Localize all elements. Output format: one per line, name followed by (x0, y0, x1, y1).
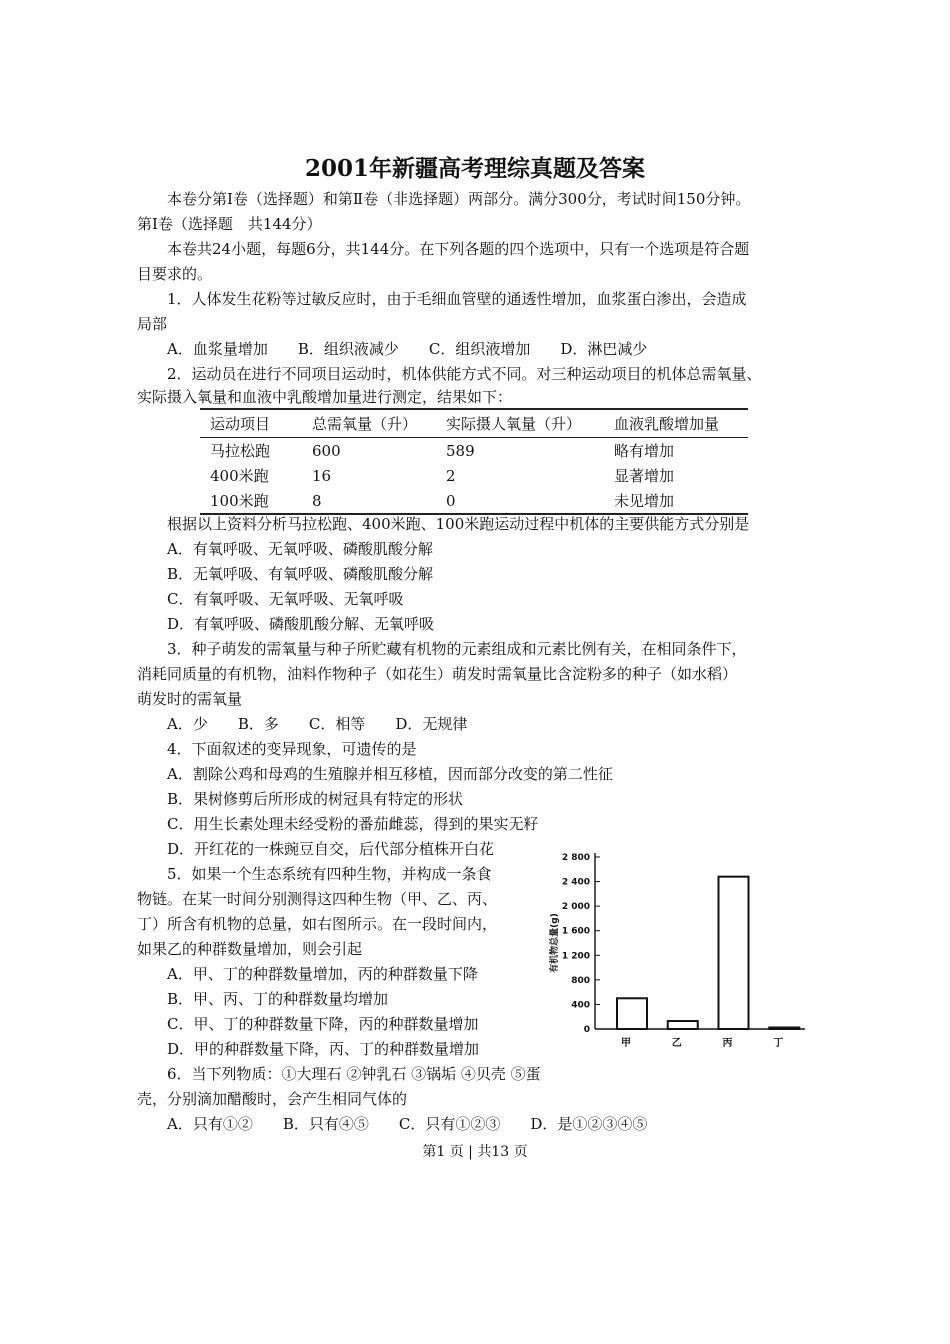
x-tick-label: 丙 (722, 1038, 733, 1049)
table-cell: 未见增加 (604, 488, 748, 514)
y-tick-label: 800 (571, 975, 590, 986)
question-1-stem: 1．人体发生花粉等过敏反应时，由于毛细血管壁的通透性增加，血浆蛋白渗出，会造成 (167, 290, 747, 308)
y-tick-label: 1 600 (561, 926, 590, 937)
page-footer: 第1 页 | 共13 页 (422, 1144, 528, 1160)
instructions-line: 本卷共24小题，每题6分，共144分。在下列各题的四个选项中，只有一个选项是符合题 (167, 240, 750, 258)
table-header-cell: 总需氧量（升） (302, 409, 436, 438)
y-tick-label: 2 800 (561, 853, 590, 863)
table-cell: 8 (302, 488, 436, 514)
table-header-cell: 实际摄人氧量（升） (436, 409, 604, 438)
question-2-option: A．有氧呼吸、无氧呼吸、磷酸肌酸分解 (167, 540, 433, 558)
table-header-cell: 血液乳酸增加量 (604, 409, 748, 438)
table-row (200, 488, 748, 514)
question-6-options: A．只有①② B．只有④⑤ C．只有①②③ D．是①②③④⑤ (167, 1115, 648, 1133)
table-cell: 马拉松跑 (210, 442, 271, 460)
section-heading: 第Ⅰ卷（选择题 共144分） (137, 215, 322, 233)
page-title: 2001年新疆高考理综真题及答案 (304, 155, 645, 182)
table-header-row (200, 409, 748, 438)
y-tick-label: 0 (583, 1025, 590, 1035)
table-cell: 100米跑 (200, 488, 302, 514)
question-5-stem: 5．如果一个生态系统有四种生物，并构成一条食 (167, 865, 492, 883)
bar (769, 1028, 799, 1030)
intro-line: 本卷分第Ⅰ卷（选择题）和第Ⅱ卷（非选择题）两部分。满分300分，考试时间150分钟。 (167, 190, 751, 208)
y-tick-label: 400 (571, 1000, 590, 1011)
x-tick-label: 甲 (621, 1038, 631, 1049)
question-1-options: A．血浆量增加 B．组织液减少 C．组织液增加 D．淋巴减少 (167, 340, 648, 358)
y-axis-label: 有机物总量(g) (550, 913, 560, 973)
question-4-option: D．开红花的一株豌豆自交，后代部分植株开白花 (167, 840, 495, 858)
bar (719, 877, 749, 1029)
question-2-option: D．有氧呼吸、磷酸肌酸分解、无氧呼吸 (167, 615, 435, 633)
question-6-stem: 6．当下列物质：①大理石 ②钟乳石 ③锅垢 ④贝壳 ⑤蛋 (167, 1065, 541, 1083)
chart-plot-area (548, 853, 805, 1049)
question-3-stem: 消耗同质量的有机物，油料作物种子（如花生）萌发时需氧量比含淀粉多的种子（如水稻） (137, 665, 738, 683)
question-4-option: B．果树修剪后所形成的树冠具有特定的形状 (167, 790, 464, 808)
table-cell: 略有增加 (614, 442, 675, 460)
table-cell: 显著增加 (614, 467, 675, 485)
table-row (200, 463, 748, 488)
question-5-option: C．甲、丁的种群数量下降，丙的种群数量增加 (167, 1015, 479, 1033)
question-5-option: D．甲的种群数量下降，丙、丁的种群数量增加 (167, 1040, 480, 1058)
question-1-stem: 局部 (137, 315, 168, 333)
table-cell: 589 (446, 441, 475, 460)
y-tick-label: 2 000 (561, 902, 590, 913)
y-tick-label: 2 400 (561, 877, 590, 888)
question-2-stem: 实际摄入氧量和血液中乳酸增加量进行测定，结果如下： (137, 388, 513, 406)
x-tick-label: 丁 (773, 1038, 784, 1049)
bar (617, 998, 647, 1029)
exercise-data-table (200, 408, 748, 515)
table-cell: 600 (312, 441, 341, 460)
question-5-stem: 物链。在某一时间分别测得这四种生物（甲、乙、丙、 (137, 890, 498, 908)
bar (668, 1021, 698, 1029)
question-3-options: A．少 B．多 C．相等 D．无规律 (167, 715, 468, 733)
table-cell: 2 (446, 466, 456, 485)
table-header-cell: 运动项目 (200, 409, 302, 438)
question-2-option: C．有氧呼吸、无氧呼吸、无氧呼吸 (167, 590, 404, 608)
question-4-option: C．用生长素处理未经受粉的番茄雌蕊，得到的果实无籽 (167, 815, 539, 833)
question-5-stem: 如果乙的种群数量增加，则会引起 (137, 940, 363, 958)
organic-matter-bar-chart (540, 846, 820, 1056)
question-2-option: B．无氧呼吸、有氧呼吸、磷酸肌酸分解 (167, 565, 434, 583)
question-4-stem: 4．下面叙述的变异现象，可遗传的是 (167, 740, 417, 758)
table-cell: 400米跑 (210, 467, 269, 485)
question-5-option: A．甲、丁的种群数量增加，丙的种群数量下降 (167, 965, 478, 983)
question-4-option: A．割除公鸡和母鸡的生殖腺并相互移植，因而部分改变的第二性征 (167, 765, 613, 783)
x-tick-label: 乙 (671, 1038, 682, 1049)
question-2-stem: 2．运动员在进行不同项目运动时，机体供能方式不同。对三种运动项目的机体总需氧量、 (167, 365, 762, 383)
question-3-stem: 萌发时的需氧量 (137, 690, 243, 708)
question-3-stem: 3．种子萌发的需氧量与种子所贮藏有机物的元素组成和元素比例有关，在相同条件下， (167, 640, 747, 658)
y-tick-label: 1 200 (561, 951, 590, 962)
table-cell: 16 (312, 466, 332, 485)
question-5-option: B．甲、丙、丁的种群数量均增加 (167, 990, 389, 1008)
table-row (200, 438, 748, 464)
question-5-stem: 丁）所含有机物的总量，如右图所示。在一段时间内， (137, 915, 498, 933)
question-6-stem: 壳，分别滴加醋酸时，会产生相同气体的 (137, 1090, 408, 1108)
table-cell: 0 (436, 488, 604, 514)
question-2-prompt: 根据以上资料分析马拉松跑、400米跑、100米跑运动过程中机体的主要供能方式分别是 (167, 515, 750, 533)
instructions-line: 目要求的。 (137, 265, 213, 283)
